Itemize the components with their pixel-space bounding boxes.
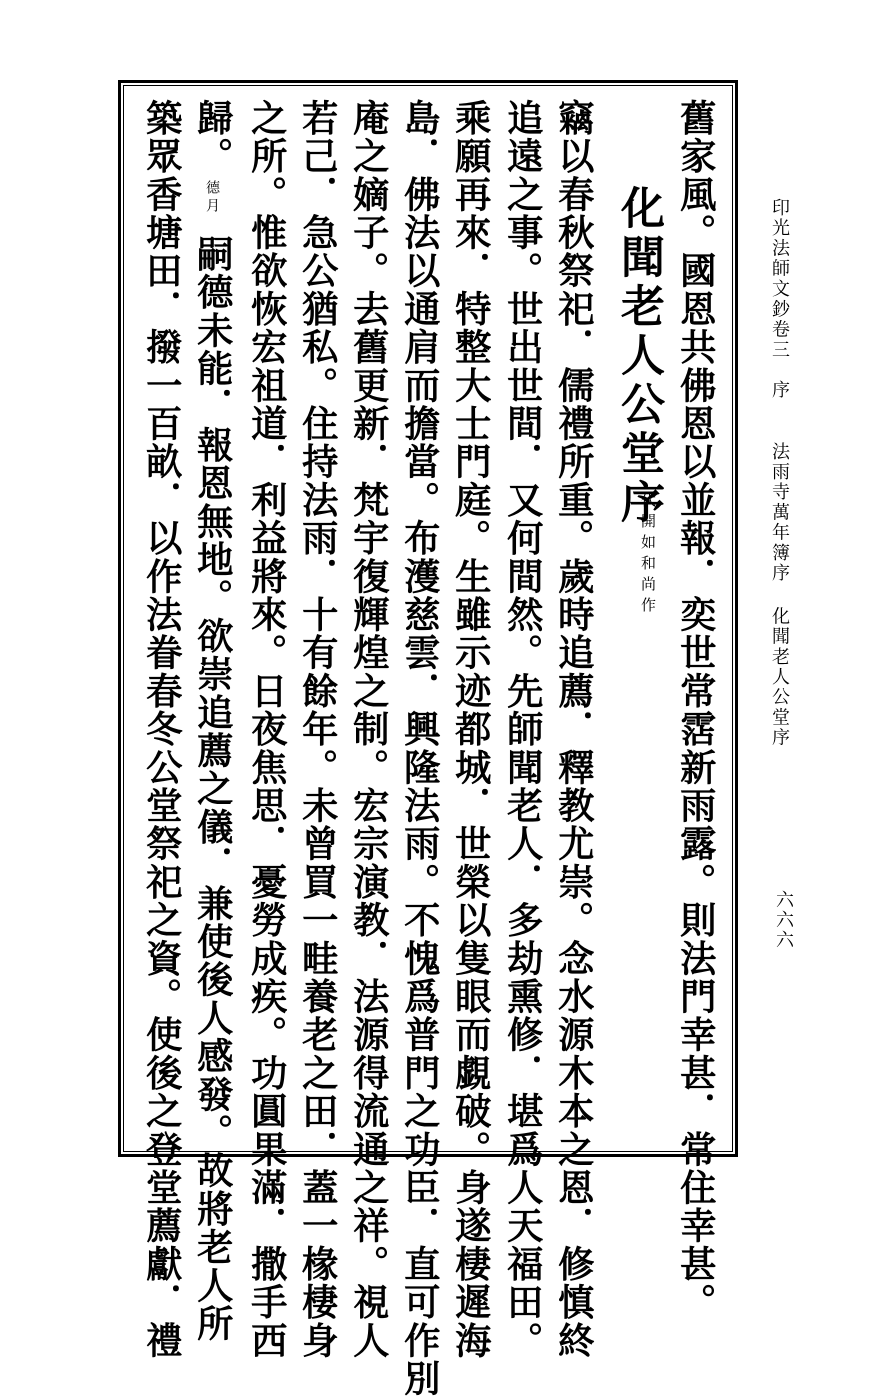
text-column-4: 乘願再來．特整大士門庭。生雖示迹都城．世榮以隻眼而覷破。身遂棲遲海	[449, 99, 493, 1360]
text-column-9-note: 德月	[204, 180, 220, 216]
text-column-9-rest: 嗣德未能．報恩無地。欲崇追薦之儀．兼使後人感發。故將老人所	[191, 235, 235, 1343]
essay-title: 化聞老人公堂序	[613, 185, 664, 528]
running-header-book: 印光法師文鈔卷三	[769, 198, 790, 361]
text-column-2: 竊以春秋祭祀．儒禮所重。歲時追薦．釋教尤崇。念水源木本之恩．修慎終	[552, 99, 596, 1360]
text-column-1: 舊家風。國恩共佛恩以並報．奕世常霑新雨露。則法門幸甚．常住幸甚。	[674, 99, 718, 1322]
text-column-8: 之所。惟欲恢宏祖道．利益將來。日夜焦思．憂勞成疾。功圓果滿．撒手西	[245, 99, 289, 1360]
essay-byline: 代開如和尚作	[639, 492, 657, 618]
text-column-7: 若己．急公猶私。住持法雨．十有餘年。未曾買一畦養老之田．蓋一椽棲身	[296, 99, 340, 1360]
text-column-10: 築眾香塘田．撥一百畝．以作法眷春冬公堂祭祀之資。使後之登堂薦獻．禮	[140, 99, 184, 1360]
text-column-6: 庵之嫡子。去舊更新．梵宇復輝煌之制。宏宗演教．法源得流通之祥。視人	[347, 99, 391, 1360]
running-header-section: 序	[769, 380, 790, 398]
running-header-subtitle: 法雨寺萬年簿序 化聞老人公堂序	[769, 442, 790, 748]
text-column-3: 追遠之事。世出世間．又何間然。先師聞老人．多劫熏修．堪爲人天福田。	[501, 99, 545, 1360]
text-column-5: 島．佛法以通肩而擔當。布濩慈雲．興隆法雨。不愧爲普門之功臣．直可作別	[398, 99, 442, 1398]
page-number: 六六六	[773, 890, 794, 950]
text-column-9-start: 歸。	[191, 99, 235, 176]
